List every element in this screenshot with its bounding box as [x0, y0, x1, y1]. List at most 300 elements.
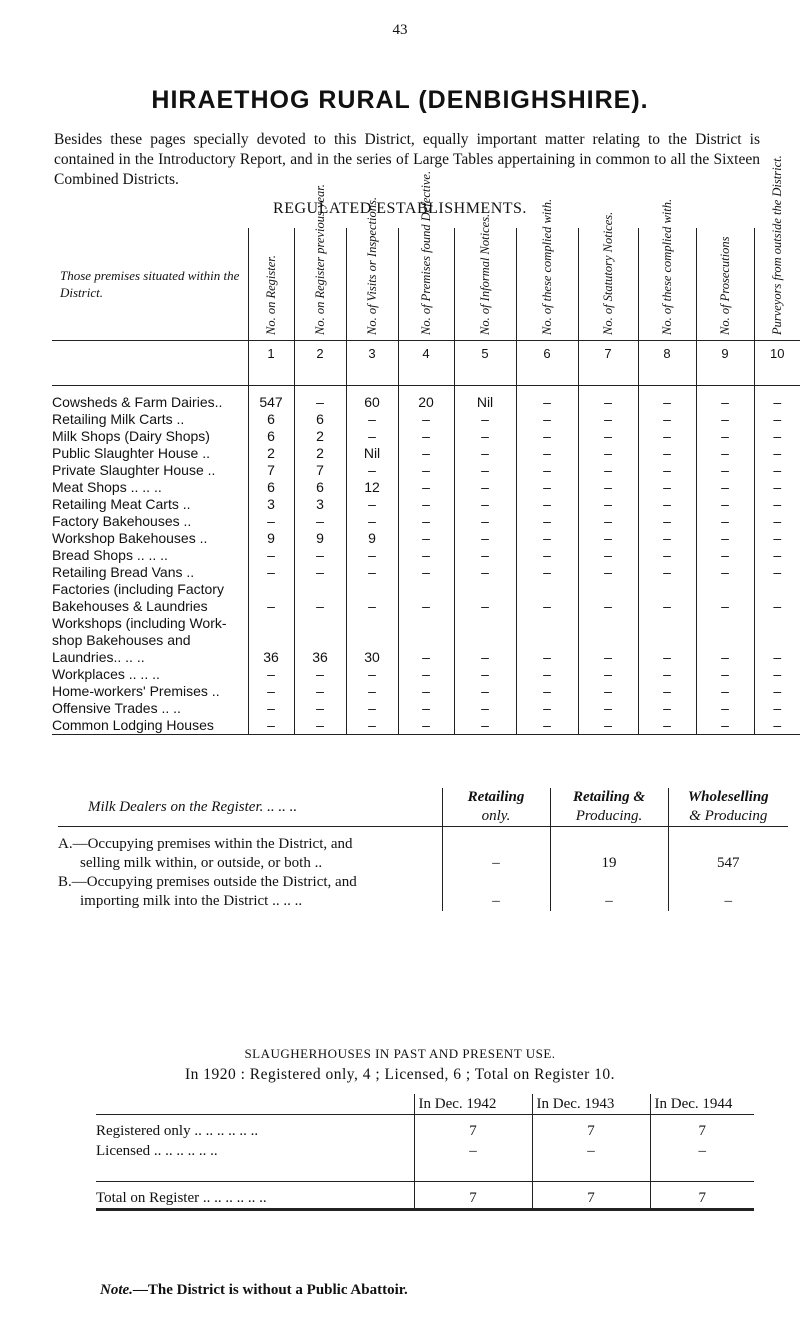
- table-cell: –: [398, 564, 454, 581]
- page-title: HIRAETHOG RURAL (DENBIGHSHIRE).: [151, 86, 649, 114]
- column-number: 1: [248, 341, 294, 386]
- table-cell: –: [638, 428, 696, 445]
- table-cell: –: [696, 700, 754, 717]
- milk-col-header: Producing.: [550, 807, 668, 827]
- table-cell: [754, 615, 800, 632]
- column-number: 8: [638, 341, 696, 386]
- table-cell: –: [578, 462, 638, 479]
- table-cell: –: [696, 394, 754, 411]
- table-cell: –: [454, 496, 516, 513]
- column-header-label: No. of Premises found Defective.: [419, 170, 433, 335]
- table-cell: 2: [294, 445, 346, 462]
- table-cell: –: [346, 564, 398, 581]
- table-cell: 36: [248, 649, 294, 666]
- table-cell: –: [248, 598, 294, 615]
- table-cell: –: [516, 598, 578, 615]
- table-cell: –: [754, 411, 800, 428]
- table-cell: –: [638, 530, 696, 547]
- table-cell: –: [454, 547, 516, 564]
- table-cell: –: [454, 530, 516, 547]
- premises-header: Those premises situated within the District.: [60, 268, 240, 300]
- footnote-prefix: Note.: [100, 1282, 133, 1298]
- milk-row-label: importing milk into the District .. .. ..: [80, 893, 303, 909]
- row-label: shop Bakehouses and: [52, 632, 191, 648]
- table-row: [52, 598, 800, 615]
- table-cell: [248, 615, 294, 632]
- table-cell: –: [454, 479, 516, 496]
- slaughter-col-header: In Dec. 1943: [532, 1094, 650, 1115]
- table-cell: –: [454, 683, 516, 700]
- table-row: [52, 411, 800, 428]
- table-row: [52, 394, 800, 411]
- table-cell: –: [248, 683, 294, 700]
- milk-dealers-table: [58, 788, 788, 911]
- table-cell: –: [638, 462, 696, 479]
- milk-cell: –: [668, 892, 788, 911]
- table-cell: –: [696, 513, 754, 530]
- table-cell: Nil: [454, 394, 516, 411]
- table-cell: –: [754, 649, 800, 666]
- table-cell: –: [696, 411, 754, 428]
- table-cell: –: [696, 496, 754, 513]
- table-cell: –: [346, 666, 398, 683]
- table-cell: –: [696, 666, 754, 683]
- table-cell: [696, 632, 754, 649]
- table-cell: [294, 581, 346, 598]
- slaughterhouses-heading: SLAUGHERHOUSES IN PAST AND PRESENT USE.: [244, 1046, 556, 1061]
- row-label: Cowsheds & Farm Dairies..: [52, 394, 223, 410]
- column-header: [578, 211, 638, 341]
- table-row: [52, 530, 800, 547]
- table-cell: –: [578, 496, 638, 513]
- row-label: Meat Shops .. .. ..: [52, 479, 162, 495]
- table-cell: –: [754, 717, 800, 735]
- table-cell: –: [638, 666, 696, 683]
- table-cell: –: [346, 547, 398, 564]
- regulated-heading: REGULATED ESTABLISHMENTS.: [273, 200, 527, 217]
- table-cell: –: [516, 445, 578, 462]
- table-cell: [578, 615, 638, 632]
- table-cell: –: [398, 411, 454, 428]
- table-cell: –: [398, 666, 454, 683]
- table-cell: –: [398, 717, 454, 735]
- table-cell: [454, 581, 516, 598]
- table-cell: –: [398, 462, 454, 479]
- table-cell: –: [454, 462, 516, 479]
- table-cell: –: [696, 445, 754, 462]
- row-label: Private Slaughter House ..: [52, 462, 216, 478]
- table-cell: –: [454, 411, 516, 428]
- table-cell: Nil: [346, 445, 398, 462]
- column-header: [346, 197, 398, 341]
- slaughterhouses-summary: In 1920 : Registered only, 4 ; Licensed, 6 ; Total on Register 10.: [184, 1066, 616, 1083]
- milk-cell: 547: [668, 854, 788, 873]
- column-header: [294, 184, 346, 341]
- table-cell: –: [454, 717, 516, 735]
- table-cell: –: [454, 666, 516, 683]
- milk-col-header: Wholeselling: [668, 788, 788, 807]
- table-cell: [294, 615, 346, 632]
- table-cell: [578, 581, 638, 598]
- table-cell: –: [578, 666, 638, 683]
- table-cell: –: [578, 547, 638, 564]
- row-label: Workshops (including Work-: [52, 615, 227, 631]
- column-header: [754, 155, 800, 341]
- table-cell: –: [248, 513, 294, 530]
- milk-cell: 19: [550, 854, 668, 873]
- table-cell: –: [754, 479, 800, 496]
- table-cell: –: [638, 598, 696, 615]
- slaughter-total-label: Total on Register .. .. .. .. .. ..: [96, 1188, 414, 1210]
- table-cell: [638, 615, 696, 632]
- table-cell: –: [398, 445, 454, 462]
- milk-dealers-header: Milk Dealers on the Register. .. .. ..: [88, 798, 298, 815]
- footnote: [100, 1282, 408, 1299]
- table-cell: –: [578, 411, 638, 428]
- milk-col-header: Retailing: [442, 788, 550, 807]
- table-row: [52, 496, 800, 513]
- table-cell: –: [516, 564, 578, 581]
- table-cell: –: [578, 394, 638, 411]
- table-cell: [248, 581, 294, 598]
- table-cell: –: [754, 496, 800, 513]
- table-cell: –: [754, 394, 800, 411]
- table-cell: –: [578, 717, 638, 735]
- table-cell: –: [454, 445, 516, 462]
- table-cell: [346, 581, 398, 598]
- table-cell: –: [516, 496, 578, 513]
- table-cell: [454, 615, 516, 632]
- table-cell: –: [696, 564, 754, 581]
- table-cell: 20: [398, 394, 454, 411]
- slaughter-cell: 7: [532, 1121, 650, 1141]
- table-cell: –: [516, 479, 578, 496]
- column-header: [398, 170, 454, 341]
- table-cell: –: [454, 564, 516, 581]
- column-header-label: No. of these complied with.: [540, 198, 554, 335]
- table-row: [52, 700, 800, 717]
- table-cell: 30: [346, 649, 398, 666]
- column-header-label: No. on Register previous year.: [313, 184, 327, 335]
- table-cell: 6: [294, 411, 346, 428]
- table-cell: 6: [248, 428, 294, 445]
- slaughter-col-header: In Dec. 1944: [650, 1094, 754, 1115]
- table-cell: –: [754, 530, 800, 547]
- table-cell: 3: [294, 496, 346, 513]
- table-cell: –: [696, 717, 754, 735]
- table-cell: –: [516, 428, 578, 445]
- table-cell: 6: [294, 479, 346, 496]
- table-cell: –: [638, 717, 696, 735]
- row-label: Bakehouses & Laundries: [52, 598, 208, 614]
- row-label: Retailing Milk Carts ..: [52, 411, 185, 427]
- table-cell: –: [248, 666, 294, 683]
- column-header-label: No. of Prosecutions: [718, 236, 732, 335]
- column-header: [638, 198, 696, 341]
- slaughter-total-cell: 7: [650, 1188, 754, 1210]
- table-cell: –: [696, 649, 754, 666]
- milk-cell: –: [550, 892, 668, 911]
- row-label: Factory Bakehouses ..: [52, 513, 192, 529]
- milk-col-header: only.: [442, 807, 550, 827]
- table-cell: 36: [294, 649, 346, 666]
- table-cell: [516, 615, 578, 632]
- table-cell: –: [638, 513, 696, 530]
- slaughter-row-label: Licensed .. .. .. .. .. ..: [96, 1143, 218, 1159]
- table-cell: –: [638, 411, 696, 428]
- column-number: 3: [346, 341, 398, 386]
- table-cell: –: [578, 445, 638, 462]
- row-label: Bread Shops .. .. ..: [52, 547, 168, 563]
- slaughter-cell: 7: [650, 1121, 754, 1141]
- table-cell: –: [248, 717, 294, 735]
- row-label: Laundries.. .. ..: [52, 649, 145, 665]
- table-cell: –: [638, 496, 696, 513]
- table-cell: –: [398, 649, 454, 666]
- table-cell: –: [248, 700, 294, 717]
- table-cell: –: [696, 683, 754, 700]
- table-cell: [398, 581, 454, 598]
- table-cell: –: [578, 598, 638, 615]
- table-row: [52, 547, 800, 564]
- table-cell: –: [294, 666, 346, 683]
- row-label: Factories (including Factory: [52, 581, 224, 597]
- table-cell: [696, 581, 754, 598]
- table-cell: –: [294, 598, 346, 615]
- table-cell: [754, 581, 800, 598]
- slaughter-cell: –: [650, 1141, 754, 1161]
- table-cell: [398, 615, 454, 632]
- table-cell: [516, 632, 578, 649]
- table-cell: –: [294, 683, 346, 700]
- table-cell: –: [578, 530, 638, 547]
- table-cell: –: [294, 547, 346, 564]
- table-cell: –: [578, 479, 638, 496]
- table-row: [52, 564, 800, 581]
- table-cell: –: [516, 547, 578, 564]
- table-cell: –: [516, 700, 578, 717]
- table-cell: 3: [248, 496, 294, 513]
- table-cell: –: [398, 700, 454, 717]
- table-cell: –: [454, 700, 516, 717]
- table-cell: [248, 632, 294, 649]
- table-cell: –: [638, 649, 696, 666]
- table-cell: –: [638, 564, 696, 581]
- column-number: 2: [294, 341, 346, 386]
- table-row: [52, 462, 800, 479]
- column-number: 4: [398, 341, 454, 386]
- table-cell: –: [696, 530, 754, 547]
- column-header-label: No. of these complied with.: [660, 198, 674, 335]
- table-cell: 2: [248, 445, 294, 462]
- table-cell: –: [294, 717, 346, 735]
- table-cell: –: [638, 394, 696, 411]
- column-number: 10: [754, 341, 800, 386]
- table-row: [52, 717, 800, 735]
- table-cell: –: [248, 564, 294, 581]
- table-cell: –: [754, 700, 800, 717]
- table-cell: –: [516, 649, 578, 666]
- slaughter-total-cell: 7: [414, 1188, 532, 1210]
- table-row: [52, 428, 800, 445]
- table-row: [52, 632, 800, 649]
- table-cell: 547: [248, 394, 294, 411]
- table-cell: –: [516, 513, 578, 530]
- table-cell: –: [346, 428, 398, 445]
- table-cell: 7: [294, 462, 346, 479]
- table-cell: –: [346, 496, 398, 513]
- table-cell: [398, 632, 454, 649]
- table-cell: [346, 615, 398, 632]
- column-header-label: No. of Informal Notices.: [478, 213, 492, 335]
- row-label: Public Slaughter House ..: [52, 445, 210, 461]
- table-cell: 9: [294, 530, 346, 547]
- table-row: [52, 683, 800, 700]
- table-cell: –: [516, 717, 578, 735]
- table-row: [52, 649, 800, 666]
- table-cell: –: [754, 428, 800, 445]
- table-cell: –: [454, 513, 516, 530]
- table-cell: [638, 581, 696, 598]
- table-cell: –: [516, 683, 578, 700]
- column-header: [516, 198, 578, 341]
- slaughter-row-label: Registered only .. .. .. .. .. ..: [96, 1123, 259, 1139]
- table-cell: 9: [346, 530, 398, 547]
- table-cell: –: [398, 479, 454, 496]
- intro-paragraph: Besides these pages specially devoted to this District, equally important matter relating to the District is contained in the Introductory Report, and in the series of Large Tables appertaining in common to all the Sixteen Combined Districts.: [54, 131, 760, 188]
- table-cell: –: [696, 428, 754, 445]
- table-cell: –: [454, 428, 516, 445]
- slaughter-cell: 7: [414, 1121, 532, 1141]
- table-cell: –: [578, 649, 638, 666]
- table-cell: –: [754, 564, 800, 581]
- table-cell: –: [638, 479, 696, 496]
- table-cell: [754, 632, 800, 649]
- table-cell: 6: [248, 411, 294, 428]
- table-cell: –: [578, 700, 638, 717]
- table-cell: –: [696, 547, 754, 564]
- table-cell: –: [516, 394, 578, 411]
- table-cell: –: [398, 513, 454, 530]
- slaughter-cell: –: [532, 1141, 650, 1161]
- column-header: [696, 228, 754, 341]
- table-cell: –: [398, 496, 454, 513]
- table-cell: –: [516, 411, 578, 428]
- table-cell: 9: [248, 530, 294, 547]
- row-label: Offensive Trades .. ..: [52, 700, 181, 716]
- milk-cell: –: [442, 892, 550, 911]
- slaughter-total-cell: 7: [532, 1188, 650, 1210]
- table-cell: –: [754, 547, 800, 564]
- table-cell: –: [696, 462, 754, 479]
- column-header-label: No. of Visits or Inspections.: [365, 197, 379, 335]
- table-cell: –: [578, 564, 638, 581]
- slaughterhouses-table: [96, 1094, 754, 1211]
- table-cell: [294, 632, 346, 649]
- table-row: [52, 445, 800, 462]
- table-cell: 12: [346, 479, 398, 496]
- row-label: Workplaces .. .. ..: [52, 666, 160, 682]
- table-cell: –: [638, 700, 696, 717]
- milk-row-label: selling milk within, or outside, or both ..: [80, 855, 323, 871]
- column-number: 5: [454, 341, 516, 386]
- row-label: Retailing Bread Vans ..: [52, 564, 195, 580]
- column-header-label: No. on Register.: [264, 255, 278, 335]
- table-cell: 7: [248, 462, 294, 479]
- table-cell: –: [398, 598, 454, 615]
- table-cell: 6: [248, 479, 294, 496]
- table-cell: –: [294, 700, 346, 717]
- table-cell: –: [754, 513, 800, 530]
- table-row: [52, 615, 800, 632]
- table-cell: –: [578, 683, 638, 700]
- table-cell: [516, 581, 578, 598]
- row-label: Common Lodging Houses: [52, 717, 248, 735]
- milk-col-header: & Producing: [668, 807, 788, 827]
- table-cell: –: [638, 445, 696, 462]
- table-cell: –: [696, 598, 754, 615]
- table-row: [52, 581, 800, 598]
- table-cell: [696, 615, 754, 632]
- column-number: 9: [696, 341, 754, 386]
- milk-cell: –: [442, 854, 550, 873]
- table-cell: [638, 632, 696, 649]
- table-cell: –: [346, 700, 398, 717]
- table-cell: –: [516, 530, 578, 547]
- table-cell: –: [754, 445, 800, 462]
- table-cell: –: [578, 513, 638, 530]
- table-cell: –: [454, 649, 516, 666]
- row-label: Milk Shops (Dairy Shops): [52, 428, 210, 444]
- slaughter-cell: –: [414, 1141, 532, 1161]
- column-header-label: No. of Statutory Notices.: [601, 211, 615, 335]
- page-number: 43: [392, 22, 408, 38]
- table-cell: –: [294, 394, 346, 411]
- table-cell: –: [398, 530, 454, 547]
- table-cell: –: [754, 666, 800, 683]
- column-header-label: Purveyors from outside the District.: [770, 155, 785, 335]
- table-cell: –: [398, 428, 454, 445]
- table-cell: –: [346, 717, 398, 735]
- column-header: [454, 213, 516, 341]
- table-cell: –: [754, 683, 800, 700]
- column-header: [248, 228, 294, 341]
- table-cell: –: [454, 598, 516, 615]
- slaughter-col-header: In Dec. 1942: [414, 1094, 532, 1115]
- table-cell: –: [638, 683, 696, 700]
- column-number: 6: [516, 341, 578, 386]
- table-cell: –: [294, 513, 346, 530]
- row-label: Workshop Bakehouses ..: [52, 530, 208, 546]
- table-cell: [346, 632, 398, 649]
- table-cell: –: [346, 683, 398, 700]
- table-cell: –: [346, 411, 398, 428]
- milk-col-header: Retailing &: [550, 788, 668, 807]
- table-cell: 60: [346, 394, 398, 411]
- table-cell: –: [346, 598, 398, 615]
- table-cell: –: [346, 462, 398, 479]
- table-cell: [454, 632, 516, 649]
- column-number: 7: [578, 341, 638, 386]
- table-cell: –: [696, 479, 754, 496]
- table-cell: –: [294, 564, 346, 581]
- row-label: Home-workers' Premises ..: [52, 683, 220, 699]
- table-cell: –: [398, 547, 454, 564]
- footnote-text: —The District is without a Public Abattoir.: [132, 1282, 408, 1298]
- table-row: [52, 666, 800, 683]
- row-label: Retailing Meat Carts ..: [52, 496, 191, 512]
- table-cell: –: [578, 428, 638, 445]
